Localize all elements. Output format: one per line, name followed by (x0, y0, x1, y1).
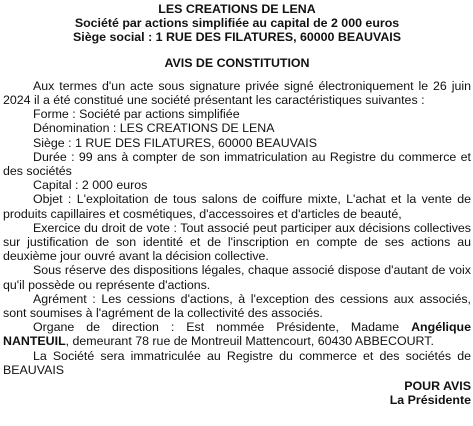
objet-paragraph: Objet : L'exploitation de tous salons de coiffure mixte, L'achat et la vente de produits capillaires et cosmétiques, d'accessoires et d'articles de beauté, (3, 192, 471, 221)
signature-presidente: La Présidente (389, 393, 471, 408)
direction-prefix: Organe de direction : Est nommée Présidente, Madame (33, 320, 412, 335)
duree-paragraph: Durée : 99 ans à compter de son immatriculation au Registre du commerce et des sociétés (3, 149, 471, 179)
registered-office-line: Siège social : 1 RUE DES FILATURES, 60000 BEAUVAIS (73, 30, 401, 45)
capital-line: Société par actions simplifiée au capital de 2 000 euros (74, 16, 400, 31)
reserve-paragraph: Sous réserve des dispositions légales, chaque associé dispose d'autant de voix qu'il possède ou représente d'actions. (3, 263, 471, 292)
denomination-line: Dénomination : LES CREATIONS DE LENA (33, 121, 275, 136)
capital-line-body: Capital : 2 000 euros (33, 178, 148, 193)
direction-paragraph (3, 320, 471, 348)
intro-paragraph: Aux termes d'un acte sous signature privée signé électroniquement le 26 juin 2024 il a été constitué une société présentant les caractéristiques suivantes : (3, 78, 471, 108)
agrement-paragraph: Agrément : Les cessions d'actions, à l'exception des cessions aux associés, sont soumises à l'agrément de la collectivité des associés. (3, 291, 471, 321)
company-name: LES CREATIONS DE LENA (158, 2, 316, 16)
vote-paragraph: Exercice du droit de vote : Tout associé peut participer aux décisions collectives sur justification de son identité et de l'inscription en compte de ses actions au deuxième jour ouvré avant la décision collective. (3, 220, 471, 264)
siege-line: Siège : 1 RUE DES FILATURES, 60000 BEAUVAIS (33, 135, 317, 150)
direction-suffix: , demeurant 78 rue de Montreuil Mattencourt, 60430 ABBECOURT. (65, 334, 434, 349)
notice-title: AVIS DE CONSTITUTION (164, 55, 310, 70)
immatriculation-paragraph: La Société sera immatriculée au Registre du commerce et des sociétés de BEAUVAIS (3, 348, 471, 377)
signature-pour-avis: POUR AVIS (404, 379, 471, 394)
president-name: Angélique NANTEUIL (3, 320, 471, 349)
forme-line: Forme : Société par actions simplifiée (33, 107, 240, 122)
